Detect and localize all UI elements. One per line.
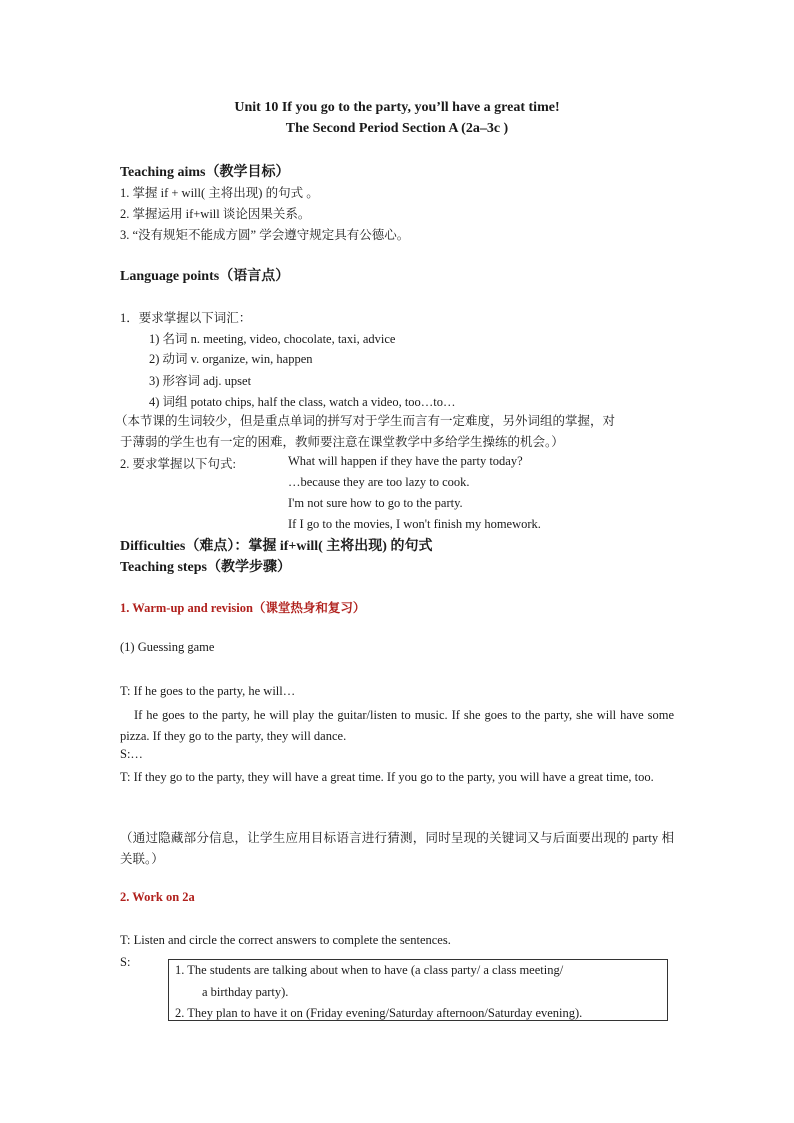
aim-item: 1. 掌握 if + will( 主将出现) 的句式 。 bbox=[120, 186, 319, 200]
sentence-title: 2. 要求掌握以下句式: bbox=[120, 457, 236, 471]
vocab-item: 1) 名词 n. meeting, video, chocolate, taxi, advice bbox=[149, 332, 396, 346]
sentence-item: …because they are too lazy to cook. bbox=[288, 475, 470, 489]
vocab-item: 2) 动词 v. organize, win, happen bbox=[149, 352, 313, 366]
difficulties-heading: Difficulties（难点）：掌握 if+will( 主将出现) 的句式 bbox=[120, 539, 433, 554]
sentence-item: What will happen if they have the party today? bbox=[288, 454, 523, 468]
vocab-item: 3) 形容词 adj. upset bbox=[149, 374, 252, 388]
steps-heading: Teaching steps（教学步骤） bbox=[120, 560, 292, 575]
page-subtitle: The Second Period Section A (2a–3c ) bbox=[285, 121, 509, 136]
aims-heading: Teaching aims（教学目标） bbox=[120, 165, 290, 180]
exercise-line: 1. The students are talking about when to have (a class party/ a class meeting/ bbox=[175, 963, 564, 977]
step1-note: （通过隐藏部分信息，让学生应用目标语言进行猜测，同时呈现的关键词又与后面要出现的 party 相关联。） bbox=[120, 831, 674, 866]
teacher-line: T: If they go to the party, they will have a great time. If you go to the party, you will have a great time, too. bbox=[120, 770, 654, 784]
instruction-line: T: Listen and circle the correct answers to complete the sentences. bbox=[120, 933, 451, 947]
student-label: S: bbox=[120, 955, 131, 969]
step1-heading: 1. Warm-up and revision（课堂热身和复习） bbox=[120, 601, 366, 615]
step2-heading: 2. Work on 2a bbox=[120, 890, 195, 904]
game-title: (1) Guessing game bbox=[120, 640, 215, 654]
exercise-line: a birthday party). bbox=[202, 985, 289, 999]
vocab-note: 于薄弱的学生也有一定的困难，教师要注意在课堂教学中多给学生操练的机会。） bbox=[120, 435, 564, 449]
vocab-note: （本节课的生词较少，但是重点单词的拼写对于学生而言有一定难度，另外词组的掌握，对 bbox=[115, 414, 616, 428]
page-title: Unit 10 If you go to the party, you’ll have a great time! bbox=[234, 100, 560, 115]
example-paragraph: If he goes to the party, he will play the guitar/listen to music. If she goes to the party, she will have some pizza. If they go to the party, they will dance. bbox=[120, 708, 674, 743]
aim-item: 3. “没有规矩不能成方圆” 学会遵守规定具有公德心。 bbox=[120, 228, 410, 242]
exercise-line: 2. They plan to have it on (Friday evening/Saturday afternoon/Saturday evening). bbox=[175, 1006, 583, 1020]
sentence-item: I'm not sure how to go to the party. bbox=[288, 496, 463, 510]
vocab-title: 1．要求掌握以下词汇： bbox=[120, 311, 252, 325]
vocab-item: 4) 词组 potato chips, half the class, watch a video, too…to… bbox=[149, 395, 456, 409]
aim-item: 2. 掌握运用 if+will 谈论因果关系。 bbox=[120, 207, 311, 221]
student-line: S:… bbox=[120, 747, 143, 761]
language-heading: Language points（语言点） bbox=[120, 269, 290, 284]
sentence-item: If I go to the movies, I won't finish my homework. bbox=[288, 517, 541, 531]
teacher-line: T: If he goes to the party, he will… bbox=[120, 684, 296, 698]
